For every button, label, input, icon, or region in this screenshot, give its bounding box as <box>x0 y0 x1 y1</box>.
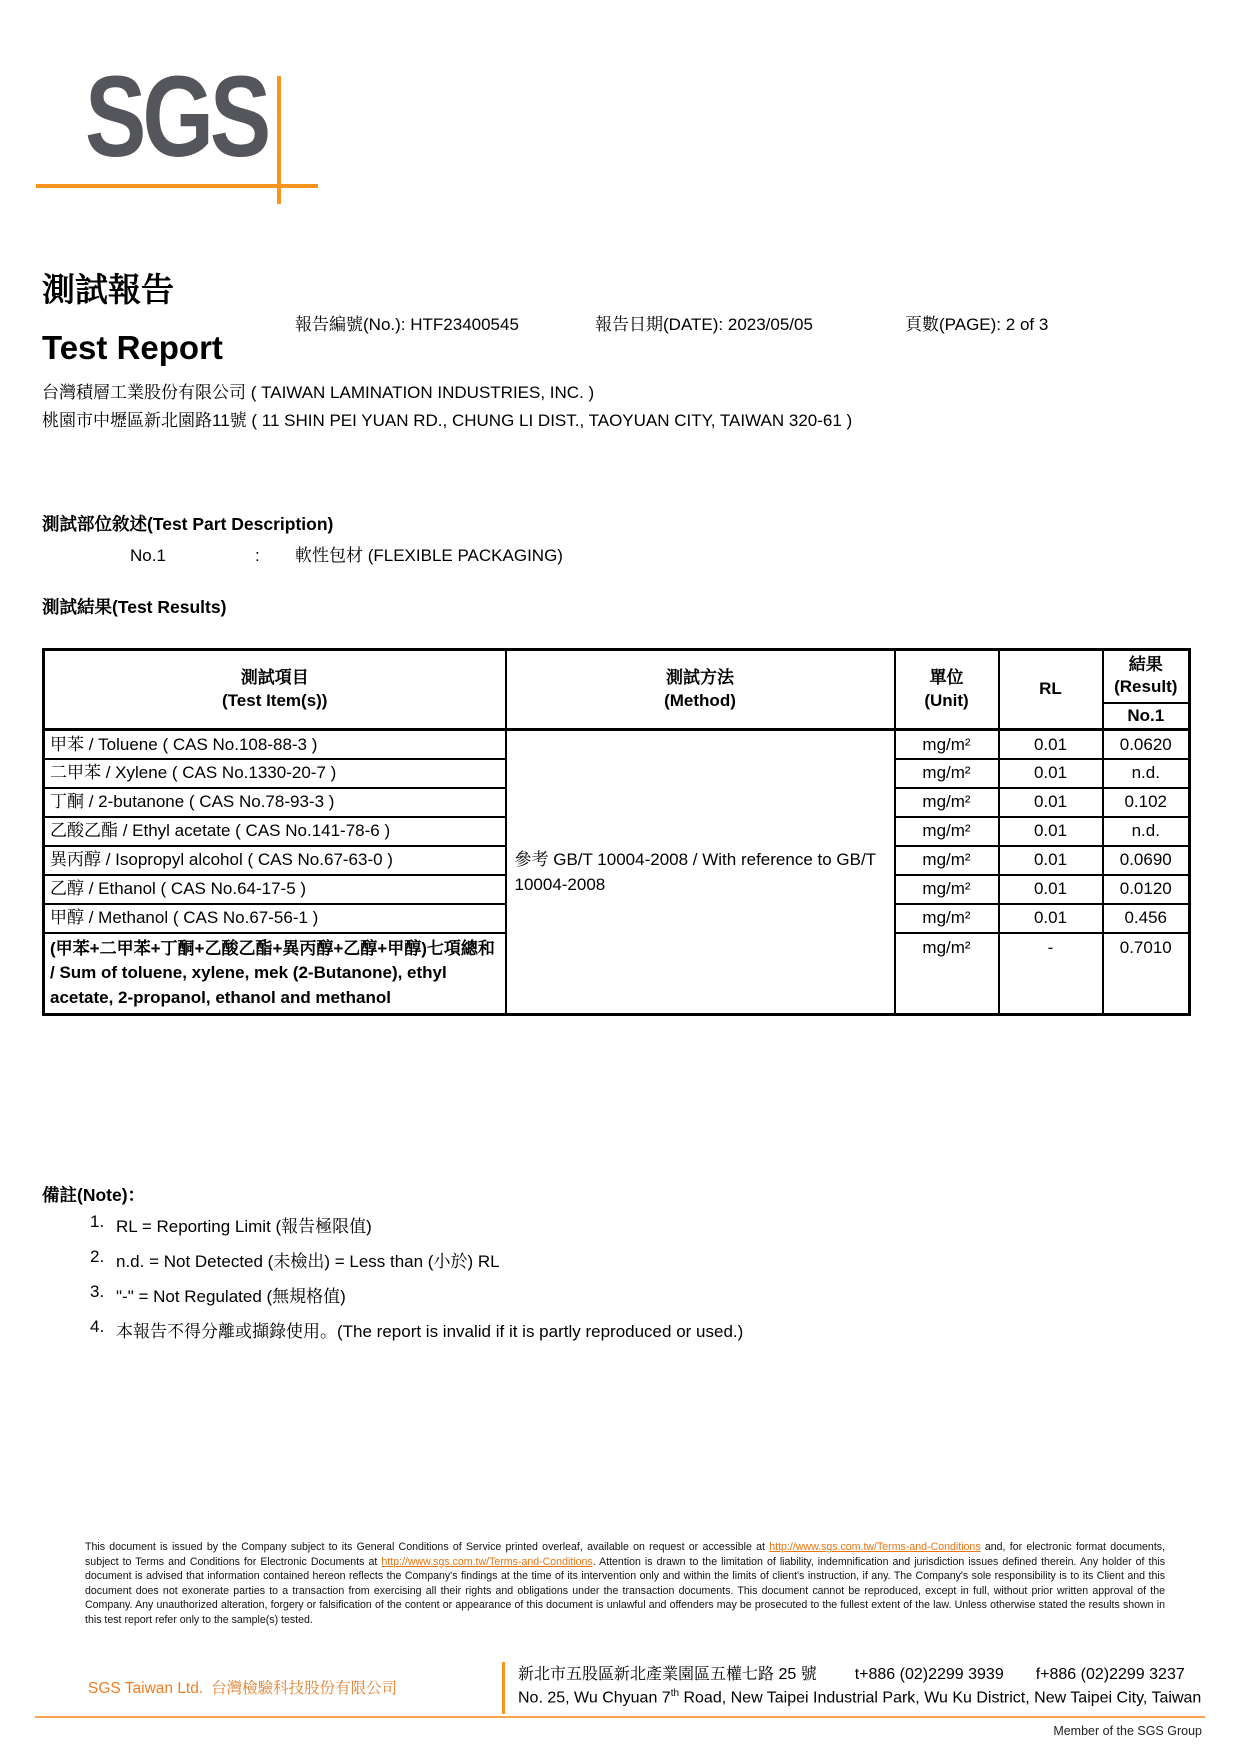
rl-value: - <box>999 933 1103 1015</box>
test-part-colon: : <box>255 546 260 565</box>
col-header-result-zh: 結果 <box>1128 655 1163 675</box>
test-item: 甲苯 / Toluene ( CAS No.108-88-3 ) <box>44 730 506 759</box>
page-count-value: 2 of 3 <box>1005 315 1049 334</box>
note-text: "-" = Not Regulated (無規格值) <box>116 1287 346 1306</box>
terms-and-conditions-link[interactable]: http://www.sgs.com.tw/Terms-and-Conditions <box>769 1541 981 1553</box>
member-of-sgs-group: Member of the SGS Group <box>1053 1724 1202 1738</box>
test-item: 甲醇 / Methanol ( CAS No.67-56-1 ) <box>44 904 506 933</box>
rl-value: 0.01 <box>999 759 1103 788</box>
unit-value: mg/m² <box>895 817 999 846</box>
result-value: 0.0120 <box>1103 875 1190 904</box>
page-title-zh: 測試報告 <box>42 271 174 308</box>
logo-horizontal-line <box>36 184 318 188</box>
notes-heading: 備註(Note)： <box>42 1185 146 1205</box>
footer-divider-line <box>502 1662 505 1714</box>
footer-phone: t+886 (02)2299 3939 <box>854 1666 1004 1683</box>
footer-fax: f+886 (02)2299 3237 <box>1035 1666 1185 1683</box>
result-value: 0.7010 <box>1103 933 1190 1015</box>
test-item: 乙酸乙酯 / Ethyl acetate ( CAS No.141-78-6 ) <box>44 817 506 846</box>
footer-address-en-part1: No. 25, Wu Chyuan 7 <box>518 1689 671 1707</box>
note-text: 本報告不得分離或擷錄使用。(The report is invalid if it is partly reproduced or used.) <box>116 1322 744 1341</box>
note-number: 4. <box>90 1317 105 1336</box>
unit-value: mg/m² <box>895 875 999 904</box>
test-item: 異丙醇 / Isopropyl alcohol ( CAS No.67-63-0 ) <box>44 846 506 875</box>
rl-value: 0.01 <box>999 875 1103 904</box>
sgs-logo: SGS <box>85 53 268 181</box>
legal-segment: This document is issued by the Company subject to its General Conditions of Service printed overleaf, available on request or accessible at <box>85 1541 770 1553</box>
page-count <box>905 310 1048 335</box>
report-date <box>595 310 813 335</box>
unit-value: mg/m² <box>895 730 999 759</box>
table-row <box>44 730 1190 759</box>
note-text: RL = Reporting Limit (報告極限值) <box>116 1217 372 1236</box>
footer-address-zh <box>518 1661 1185 1684</box>
col-header-method-en: (Method) <box>664 690 736 710</box>
col-header-unit-en: (Unit) <box>924 690 969 710</box>
report-number-label: 報告編號(No.): <box>295 315 406 334</box>
note-item <box>90 1247 743 1272</box>
footer-address-en <box>518 1688 1201 1707</box>
col-header-unit-zh: 單位 <box>929 668 964 688</box>
note-number: 1. <box>90 1212 105 1231</box>
result-value: 0.456 <box>1103 904 1190 933</box>
note-item <box>90 1317 743 1342</box>
footer-address-en-ordinal: th <box>670 1688 680 1699</box>
footer-rule-line <box>35 1716 1205 1718</box>
result-value: 0.0690 <box>1103 846 1190 875</box>
note-item <box>90 1282 743 1307</box>
note-item <box>90 1212 743 1237</box>
col-header-item-en: (Test Item(s)) <box>222 690 328 710</box>
test-results-heading: 測試結果(Test Results) <box>42 597 227 617</box>
applicant-name: 台灣積層工業股份有限公司 ( TAIWAN LAMINATION INDUSTRIES, INC. ) <box>42 383 595 402</box>
note-number: 2. <box>90 1247 105 1266</box>
col-header-rl: RL <box>999 650 1103 730</box>
footer-company-en: SGS Taiwan Ltd. <box>88 1680 204 1697</box>
footer-company <box>88 1676 397 1698</box>
note-number: 3. <box>90 1282 105 1301</box>
footer-address-en-part2: Road, New Taipei Industrial Park, Wu Ku District, New Taipei City, Taiwan <box>679 1689 1202 1707</box>
result-value: n.d. <box>1103 817 1190 846</box>
unit-value: mg/m² <box>895 846 999 875</box>
unit-value: mg/m² <box>895 788 999 817</box>
report-number-value: HTF23400545 <box>410 315 519 334</box>
applicant-address: 桃園市中壢區新北園路11號 ( 11 SHIN PEI YUAN RD., CHUNG LI DIST., TAOYUAN CITY, TAIWAN 320-61 ) <box>42 411 853 430</box>
notes-list <box>90 1212 743 1352</box>
test-part-row <box>130 541 563 566</box>
note-text: n.d. = Not Detected (未檢出) = Less than (小於) RL <box>116 1252 500 1271</box>
result-value: 0.102 <box>1103 788 1190 817</box>
test-part-description: 軟性包材 (FLEXIBLE PACKAGING) <box>295 546 563 565</box>
col-header-item <box>44 650 506 730</box>
page-title-en: Test Report <box>42 329 223 366</box>
col-header-item-zh: 測試項目 <box>240 668 309 688</box>
rl-value: 0.01 <box>999 904 1103 933</box>
col-header-method <box>506 650 895 730</box>
rl-value: 0.01 <box>999 788 1103 817</box>
test-method: 參考 GB/T 10004-2008 / With reference to GB/T 10004-2008 <box>506 730 895 1015</box>
col-header-method-zh: 測試方法 <box>666 668 734 688</box>
test-item: (甲苯+二甲苯+丁酮+乙酸乙酯+異丙醇+乙醇+甲醇)七項總和 / Sum of toluene, xylene, mek (2-Butanone), ethyl acetate, 2-propanol, ethanol and methanol <box>44 933 506 1015</box>
col-header-unit <box>895 650 999 730</box>
terms-and-conditions-link-electronic[interactable]: http://www.sgs.com.tw/Terms-and-Conditions <box>381 1555 593 1568</box>
table-header-row-1 <box>44 650 1190 703</box>
col-header-result-en: (Result) <box>1114 677 1178 697</box>
report-number <box>295 310 519 335</box>
test-part-heading: 測試部位敘述(Test Part Description) <box>42 514 334 534</box>
rl-value: 0.01 <box>999 730 1103 759</box>
rl-value: 0.01 <box>999 846 1103 875</box>
col-header-result <box>1103 650 1190 703</box>
report-date-label: 報告日期(DATE): <box>595 315 724 334</box>
unit-value: mg/m² <box>895 904 999 933</box>
report-date-value: 2023/05/05 <box>727 315 813 334</box>
unit-value: mg/m² <box>895 759 999 788</box>
page-count-label: 頁數(PAGE): <box>905 315 1002 334</box>
footer-company-zh: 台灣檢驗科技股份有限公司 <box>211 1680 398 1697</box>
test-item: 丁酮 / 2-butanone ( CAS No.78-93-3 ) <box>44 788 506 817</box>
unit-value: mg/m² <box>895 933 999 1015</box>
result-value: 0.0620 <box>1103 730 1190 759</box>
test-part-no: No.1 <box>130 546 166 565</box>
legal-disclaimer <box>85 1540 1165 1627</box>
legal-segment: . Attention is drawn to the limitation of liability, indemnification and jurisdiction issues defined therein. Any holder of this document is advised that information contained hereon reflects the Company's findings at the time of its intervention only and within the limits of client's instruction, if any. The Company's sole responsibility is to its Client and this document does not exonerate parties to a transaction from exercising all their rights and obligations under the transaction documents. This document cannot be reproduced, except in full, without prior written approval of the Company. Any unauthorized alteration, forgery or falsification of the content or appearance of this document is unlawful and offenders may be prosecuted to the fullest extent of the law. Unless otherwise stated the results shown in this test report refer only to the sample(s) tested. <box>85 1555 1166 1626</box>
legal-segment: and, for electronic format documents, subject to Terms and Conditions for Electronic Documents at <box>85 1541 1166 1568</box>
col-header-sample-no: No.1 <box>1103 703 1190 730</box>
footer-address-zh-text: 新北市五股區新北產業園區五權七路 25 號 <box>518 1666 817 1683</box>
result-value: n.d. <box>1103 759 1190 788</box>
test-item: 二甲苯 / Xylene ( CAS No.1330-20-7 ) <box>44 759 506 788</box>
rl-value: 0.01 <box>999 817 1103 846</box>
test-item: 乙醇 / Ethanol ( CAS No.64-17-5 ) <box>44 875 506 904</box>
results-table <box>42 648 1191 1016</box>
